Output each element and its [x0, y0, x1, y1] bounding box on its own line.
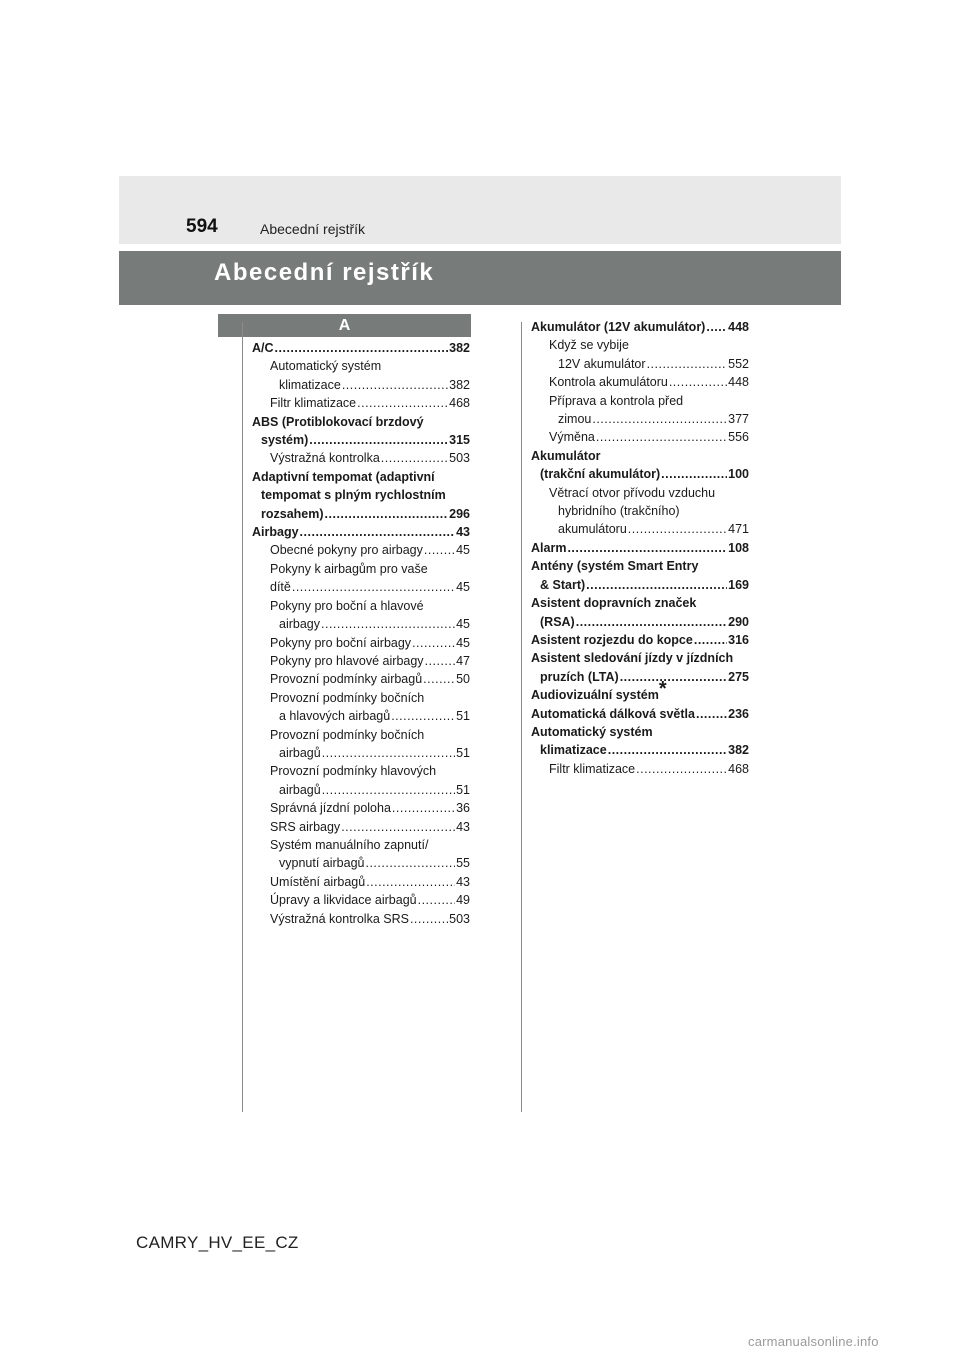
index-subentry[interactable]: Kontrola akumulátoru ..... 448	[531, 373, 749, 391]
index-subentry[interactable]: Systém manuálního zapnutí/ vypnutí airbagů ..... 55	[252, 836, 470, 873]
page-number: 594	[186, 216, 218, 237]
index-subentry[interactable]: Provozní podmínky hlavových airbagů ..... 51	[252, 762, 470, 799]
index-entry[interactable]: Asistent rozjezdu do kopce ..... 316	[531, 631, 749, 649]
index-subentry[interactable]: Příprava a kontrola před zimou ..... 377	[531, 392, 749, 429]
index-entry[interactable]: Akumulátor (trakční akumulátor) ..... 100	[531, 447, 749, 484]
index-subentry[interactable]: Výstražná kontrolka ..... 503	[252, 449, 470, 467]
index-subentry[interactable]: Filtr klimatizace ..... 468	[531, 760, 749, 778]
index-entry[interactable]: Alarm ..... 108	[531, 539, 749, 557]
watermark: carmanualsonline.info	[748, 1334, 879, 1349]
index-entry[interactable]: ABS (Protiblokovací brzdový systém) ..... 315	[252, 413, 470, 450]
index-entry[interactable]: Airbagy ..... 43	[252, 523, 470, 541]
index-entry[interactable]: Antény (systém Smart Entry & Start) ..... 169	[531, 557, 749, 594]
index-subentry[interactable]: Když se vybije 12V akumulátor ..... 552	[531, 336, 749, 373]
index-entry[interactable]: Asistent sledování jízdy v jízdních pruzích (LTA) ..... 275	[531, 649, 749, 686]
index-subentry[interactable]: Filtr klimatizace ..... 468	[252, 394, 470, 412]
index-subentry[interactable]: Správná jízdní poloha ..... 36	[252, 799, 470, 817]
chapter-title: Abecední rejstřík	[260, 221, 366, 237]
index-entry[interactable]: Audiovizuální systém*	[531, 678, 667, 703]
section-letter: A	[218, 314, 471, 337]
index-subentry[interactable]: Pokyny k airbagům pro vaše dítě ..... 45	[252, 560, 470, 597]
index-subentry[interactable]: Pokyny pro hlavové airbagy ..... 47	[252, 652, 470, 670]
page-title: Abecední rejstřík	[214, 259, 435, 286]
index-entry[interactable]: Automatický systém klimatizace ..... 382	[531, 723, 749, 760]
index-subentry[interactable]: Obecné pokyny pro airbagy ..... 45	[252, 541, 470, 559]
index-subentry[interactable]: Větrací otvor přívodu vzduchu hybridního (trakčního) akumulátoru ..... 471	[531, 484, 749, 539]
index-subentry[interactable]: Automatický systém klimatizace ..... 382	[252, 357, 470, 394]
index-subentry[interactable]: Provozní podmínky bočních a hlavových airbagů ..... 51	[252, 689, 470, 726]
column-divider-right	[521, 322, 522, 1112]
index-subentry[interactable]: SRS airbagy ..... 43	[252, 818, 470, 836]
index-subentry[interactable]: Pokyny pro boční airbagy ..... 45	[252, 634, 470, 652]
index-entry[interactable]: Automatická dálková světla ..... 236	[531, 705, 749, 723]
index-subentry[interactable]: Provozní podmínky bočních airbagů ..... 51	[252, 726, 470, 763]
index-entry[interactable]: Adaptivní tempomat (adaptivní tempomat s plným rychlostním rozsahem) ..... 296	[252, 468, 470, 523]
column-divider-left	[242, 322, 243, 1112]
index-entry[interactable]: A/C ..... 382	[252, 339, 470, 357]
index-column-2	[531, 318, 749, 778]
index-column-1	[252, 339, 470, 928]
index-subentry[interactable]: Umístění airbagů ..... 43	[252, 873, 470, 891]
index-subentry[interactable]: Výstražná kontrolka SRS ..... 503	[252, 910, 470, 928]
index-subentry[interactable]: Pokyny pro boční a hlavové airbagy ..... 45	[252, 597, 470, 634]
document-code: CAMRY_HV_EE_CZ	[136, 1233, 299, 1252]
index-entry[interactable]: Asistent dopravních značek (RSA) ..... 290	[531, 594, 749, 631]
footnote-asterisk: *	[658, 678, 667, 701]
index-subentry[interactable]: Provozní podmínky airbagů ..... 50	[252, 670, 470, 688]
header-band	[119, 176, 841, 244]
index-entry[interactable]: Akumulátor (12V akumulátor) ..... 448	[531, 318, 749, 336]
index-subentry[interactable]: Úpravy a likvidace airbagů ..... 49	[252, 891, 470, 909]
index-subentry[interactable]: Výměna ..... 556	[531, 428, 749, 446]
